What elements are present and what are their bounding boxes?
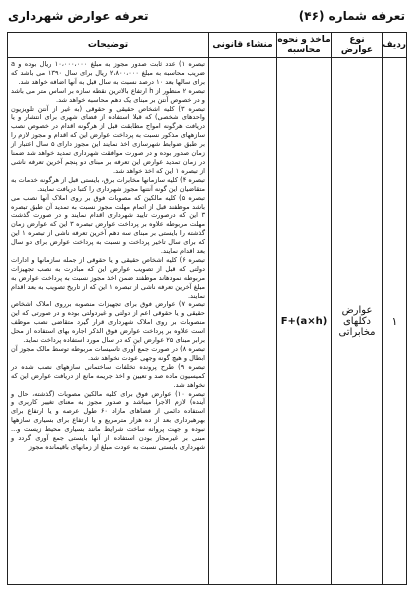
- note-7: تبصره ۷) عوارض فوق برای تجهیزات منصوبه برروی املاک اشخاص حقیقی و یا حقوقی اعم از دولتی و غیردولتی بوده و در صورتی که این منصوبات بر روی املاک شهرداری قرار گیرد متقاضی نصب موظف است علاوه بر پرداخت عوارض فوق الذکر اجاره بهای استفاده از محل برابر مبنای ۲۵ عوارض این که در سال مورد استفاده پرداخت نماید.: [11, 300, 206, 345]
- row-number-cell: ۱: [383, 58, 407, 585]
- table-header-row: [8, 33, 407, 58]
- page-title: تعرفه عوارض شهرداری: [8, 9, 149, 23]
- column-header-formula: ماخذ و نحوه محاسبه: [277, 33, 332, 58]
- explanation-cell: [8, 58, 209, 585]
- column-header-explanation: توضیحات: [8, 33, 209, 58]
- column-header-type: نوع عوارض: [332, 33, 383, 58]
- note-6: تبصره ۶) کلیه اشخاص حقیقی و یا حقوقی از جمله سازمانها و ادارات دولتی که قبل از تصویب عوارض این که مبادرت به نصب تجهیزات مربوطه نمودهاند موظفند ضمن اخذ مجوز نسبت به پرداخت عوارض به مبلغ آخرین تعرفه ناشی از تبصره ۱ این که از تاریخ تصویب به بعد اقدام نمایند.: [11, 255, 205, 300]
- note-9: تبصره ۹) طرح پرونده تخلفات ساختمانی سازههای نصب شده در کمیسیون ماده صد و تعیین و اخذ جریمه مانع از دریافت عوارض این که نخواهد شد.: [11, 362, 205, 389]
- column-header-source: منشاء قانونی: [209, 33, 277, 58]
- note-5: تبصره ۵) کلیه مالکین که مصوبات فوق بر روی املاک آنها نصب می باشد موظفند قبل از اتمام مهلت مجوز نسبت به تمدید آن طبق تبصره ۳ این که درصورت تایید شهرداری اقدام نمایند و در صورت گذشت مهلت مربوطه علاوه بر پرداخت عوارض تبصره ۳ این که عوارض زمان گذشته را بایستی بر مبنای سه دهم آخرین تعرفه ناشی از تبصره ۱ این که برای سال تاخیر پرداخت و نسبت به پرداخت عوارض برای دو سال بعد اقدام نمایند.: [11, 193, 205, 256]
- note-10: تبصره ۱۰) عوارض فوق برای کلیه مالکین مصوبات (گذشته، حال و آینده) لازم الاجرا میباشد و صدور مجوز به معنای تغییر کاربری و استفاده دائمی از فضاهای مازاد ۶۰ طول عرصه و یا ارتفاع برای بهرهبرداری بعد از ده هزار مترمربع و یا ارتفاع برای بسیاری سازهها نبوده و جهت پروانه ساخت شرایط مانند بسیاری محیط زیست و... مبنی بر غیرمجاز بودن استفاده از آنها بایستی جمع آوری گردد و شهرداری بایستی نسبت به عودت مبلغ از زمانهای باقیمانده مجوز: [11, 389, 206, 451]
- note-1: تبصره ۱) عدد ثابت صدور مجوز به مبلغ ۱۰،۰۰۰،۰۰۰ ریال بوده و a ضریب محاسبه به مبلغ ۲،۸۰۰،۰۰۰ ریال برای سال ۱۳۹۰ می باشد که برای سالها بعد ۱۰ درصد نسبت به سال قبل به آنها اضافه خواهد شد.: [11, 60, 206, 86]
- table-number: تعرفه شماره (۴۶): [298, 9, 405, 23]
- note-4: تبصره ۴) کلیه سازمانها مخابرات برق، بایستی قبل از هرگونه خدمات به متقاضیان این گونه آنتنها مجوز شهرداری را کتبا دریافت نمایند.: [11, 175, 206, 193]
- table-row: [8, 58, 407, 585]
- column-header-row-number: ردیف: [383, 33, 407, 58]
- note-8: تبصره ۸) در صورت جمع آوری تاسیسات مربوطه توسط مالک مجوز آن ابطال و هیچ گونه وجهی عودت نخواهد شد.: [11, 345, 206, 362]
- note-3: تبصره ۳) کلیه اشخاص حقیقی و حقوقی (به غیر از آنتن تلویزیون واحدهای شخصی) که قبلا استفاده از فضای شهری برای انتشار و یا دریافت هرگونه امواج مطابقت قبل از هرگونه اقدام در خصوص نصب سازههای مذکور نسبت به پرداخت عوارض این که اقدام و مجوز لازم را بر طبق ضوابط شهرسازی اخذ نمایند این مجوز دارای ۵ سال اعتبار از زمان صدور بوده و در صورت موافقت شهرداری تمدید خواهد شد ضمنا در زمان تمدید عوارض این تعرفه بر مبنای دو پنجم آخرین تعرفه ناشی از تبصره ۱ این که اخذ خواهد شد.: [11, 104, 205, 175]
- legal-source-cell: [209, 58, 277, 585]
- formula-cell: F+(a×h): [277, 58, 332, 585]
- fee-type-cell: عوارض دکلهای مخابراتی: [332, 58, 383, 585]
- tariff-table: [7, 32, 407, 585]
- document-header: [8, 6, 405, 26]
- note-2: تبصره ۲ منظور از h ارتفاع بالاترین نقطه سازه بر اساس متر می باشد و در خصوص آنتن بر مبنای یک دهم محاسبه خواهد شد.: [11, 86, 206, 104]
